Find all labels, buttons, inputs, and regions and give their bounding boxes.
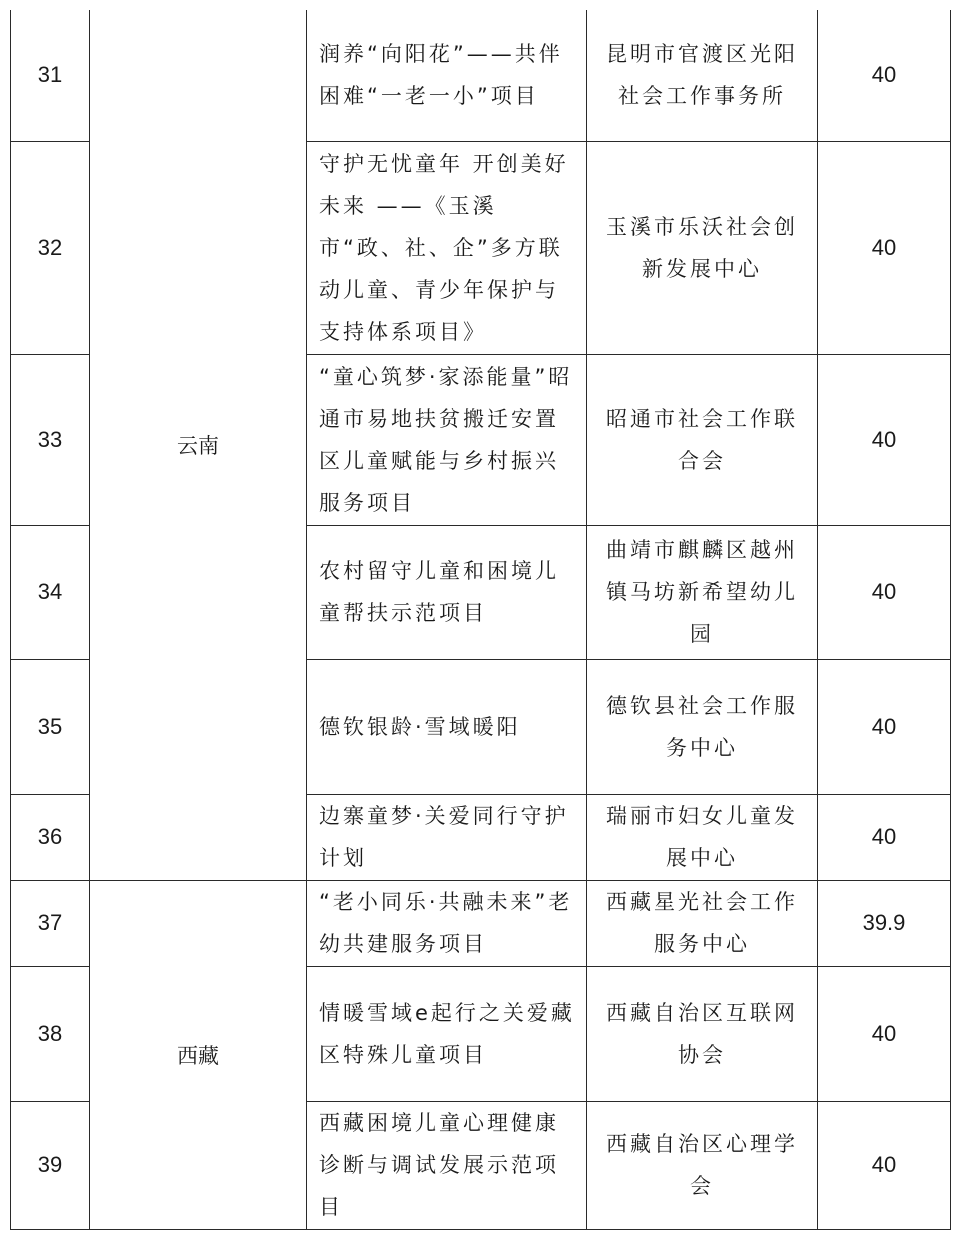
- province-cell: 云南: [90, 10, 307, 880]
- project-name: 边寨童梦·关爱同行守护计划: [307, 794, 587, 880]
- score: 40: [818, 354, 951, 525]
- score: 40: [818, 966, 951, 1101]
- organization-name: 德钦县社会工作服务中心: [587, 659, 818, 794]
- project-name: 西藏困境儿童心理健康诊断与调试发展示范项目: [307, 1101, 587, 1229]
- score: 40: [818, 141, 951, 354]
- project-name: 润养“向阳花”——共伴困难“一老一小”项目: [307, 10, 587, 141]
- project-table: [10, 10, 951, 1230]
- province-cell: 西藏: [90, 880, 307, 1229]
- row-number: 33: [11, 354, 90, 525]
- project-name: “老小同乐·共融未来”老幼共建服务项目: [307, 880, 587, 966]
- organization-name: 玉溪市乐沃社会创新发展中心: [587, 141, 818, 354]
- score: 40: [818, 794, 951, 880]
- project-name: 农村留守儿童和困境儿童帮扶示范项目: [307, 525, 587, 659]
- row-number: 32: [11, 141, 90, 354]
- table-row: [11, 880, 951, 966]
- row-number: 34: [11, 525, 90, 659]
- score: 40: [818, 525, 951, 659]
- score: 40: [818, 10, 951, 141]
- table-row: [11, 10, 951, 141]
- score: 40: [818, 659, 951, 794]
- organization-name: 昆明市官渡区光阳社会工作事务所: [587, 10, 818, 141]
- organization-name: 曲靖市麒麟区越州镇马坊新希望幼儿园: [587, 525, 818, 659]
- row-number: 35: [11, 659, 90, 794]
- row-number: 39: [11, 1101, 90, 1229]
- row-number: 36: [11, 794, 90, 880]
- row-number: 31: [11, 10, 90, 141]
- score: 40: [818, 1101, 951, 1229]
- project-name: “童心筑梦·家添能量”昭通市易地扶贫搬迁安置区儿童赋能与乡村振兴服务项目: [307, 354, 587, 525]
- row-number: 37: [11, 880, 90, 966]
- organization-name: 昭通市社会工作联合会: [587, 354, 818, 525]
- project-name: 守护无忧童年 开创美好未来 ——《玉溪市“政、社、企”多方联动儿童、青少年保护与支持体系项目》: [307, 141, 587, 354]
- row-number: 38: [11, 966, 90, 1101]
- organization-name: 西藏自治区心理学会: [587, 1101, 818, 1229]
- organization-name: 西藏自治区互联网协会: [587, 966, 818, 1101]
- score: 39.9: [818, 880, 951, 966]
- organization-name: 西藏星光社会工作服务中心: [587, 880, 818, 966]
- project-name: 情暖雪域e起行之关爱藏区特殊儿童项目: [307, 966, 587, 1101]
- organization-name: 瑞丽市妇女儿童发展中心: [587, 794, 818, 880]
- project-name: 德钦银龄·雪域暖阳: [307, 659, 587, 794]
